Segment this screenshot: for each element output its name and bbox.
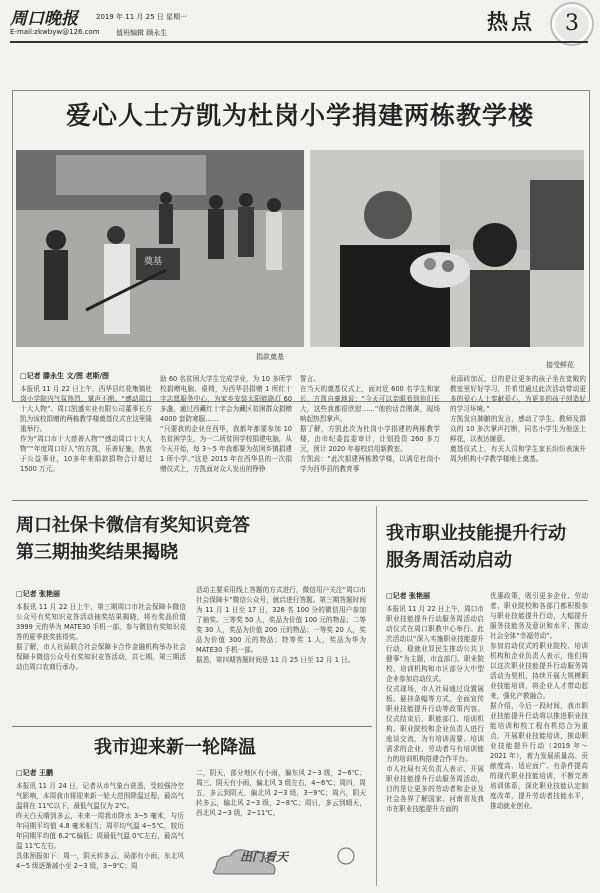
skills-article-byline: □记者 张艳丽 (386, 592, 431, 600)
lead-column-1: 本报讯 11 月 22 日上午，西华县红花集镇杜岗小学院内气氛热烈，掌声不断。“感动周口十大人物”、周口凯盛实业有限公司董事长方凯为该校捐赠的两栋教学楼奠基仪式在这里隆重举行。 作为“周口市十大慈善人物”“感动周口十大人物”“年度周口好人”的方凯，乐善好施，热衷于公益事业，10多年来捐款捐物合计超过 1500 万元。 (20, 385, 152, 473)
masthead-editors: 值班编辑 顾永生 (116, 29, 168, 37)
weather-article-title: 我市迎来新一轮降温 (94, 737, 256, 758)
stone-sign-text: 奠基 (144, 257, 163, 267)
photo-groundbreaking (16, 150, 304, 347)
photo-right-caption: 接受鲜花 (546, 361, 574, 369)
weather-article-byline: □记者 王鹏 (16, 769, 54, 777)
quiz-article-title-line1: 周口社保卡微信有奖知识竞答 (16, 515, 250, 536)
photo-flowers (310, 150, 584, 347)
weather-article-column-1: 本报讯 11 月 24 日，记者从市气象台获悉，受较强冷空气影响，本周我市将迎来新一轮大范围降温过程，最高气温将在 11℃以下，最低气温仅为 2℃。 昨天白天晴到多云，未来一周我市降水 3~5 毫米，与历年同期平均值 4.8 毫米相当；周平均气温 4~5℃，较历年同期平均值 6.2℃偏低；周最低气温 0℃左右，最高气温 11℃左右。 具体预报如下：周一，阴天转多云，局部有小雨，东北风 4~5 级逐渐减小至 2~3 级，3~9℃；周 (16, 782, 184, 870)
quiz-article-column-1: 本报讯 11 月 22 日上午，第三期周口市社会保障卡微信公众号有奖知识竞答活动抽奖结果揭晓，将有奖品价值 3999 元的华为 MATE30 手机一部，参与微信有奖知识竞答的夏季获奖获得奖。 据了解，市人社局联合社会保障卡合作金融机构举办社会保障卡微信公众号有奖知识竞答活动，共七期，第三期活动由周口农商行承办。 (16, 603, 186, 671)
skills-article-column-1: 本报讯 11 月 22 日上午，周口市职业技能提升行动服务周活动启动仪式在周口职教中心举行。此次活动以“深入实施职业技能提升行动，稳就业显民生推动公共卫健事”为主题，市直部门、职业院校、培训机构和市区部分大中型企业参加启动仪式。 仪式现场，市人社局通过设置展板、悬挂条幅等方式，全面宣传职业技能提升行动等政策内容。仪式结束后，职能部门、培训机构、职业院校和企业负责人进行座谈交流，为有培训需要、培训需求的企业、劳动者与有培训能力的培训机构搭建合作平台。 市人社局有关负责人表示，开展职业技能提升行动服务周活动，目的是让更多的劳动者和企业及社会各界了解国家、河南省及我市在职业技能提升方面的 (386, 605, 484, 813)
skills-article-title-line1: 我市职业技能提升行动 (386, 523, 566, 544)
lead-headline: 爱心人士方凯为杜岗小学捐建两栋教学楼 (65, 101, 534, 130)
lead-byline: □记者 滕永生 文/图 老斯/图 (20, 372, 110, 380)
weather-divider (12, 726, 372, 727)
masthead-email: E-mail:zkwbyw@126.com (10, 28, 100, 36)
quiz-article-column-2: 活动主要采用线上答题的方式进行，微信用户关注“周口市社会保障卡”微信公众号，就启进行答题。第三期答题时间为 11 月 1 日至 17 日，326 名 100 分的微信用户参加了抽奖。三等奖 50 人，奖品为价值 100 元的物品；二等奖 30 人，奖品为价值 200 元的物品；一等奖 20 人，奖品为价值 300 元的物品；特等奖 1 人，奖品为华为 MATE30 手机一部。 据悉，第四期答题时间是 11 月 25 日至 12 月 1 日。 (196, 586, 366, 664)
section-divider (12, 500, 588, 501)
lead-column-3: 誓言。 在当天的奠基仪式上，面对近 600 名学生和家长，方凯自豪地说：“今天可以亲眼看到你们长大，这些我都很欣慰……”他的话音刚落，现场响起热烈掌声。 据了解，方凯此次为杜岗小学捐建的两栋教学楼，由市纪委监委审计，计划投资 260 多万元，预计 2020 年春校启用新教室。 方凯说：“此次捐建两栋教学楼，以满足杜岗小学为西华县的教育事 (300, 375, 440, 473)
quiz-article-byline: □记者 张艳丽 (16, 590, 61, 598)
quiz-article-title-line2: 第三期抽奖结果揭晓 (16, 542, 178, 563)
lead-column-2: 助 60 名贫困大学生完成学业，为 10 多所学校捐赠电脑、桌椅，为西华县捐赠 1 所红十字志愿服务中心，为家乡安装太阳能路灯 60 多盏，通过西藏红十字会为藏区贫困群众捐赠 4000 套防寒服…… “只要我的企业在西华，我都年都要参加 10 名贫困学生，为一二所贫困学校捐建电脑，从今天开始，每 3～5 年我都要为贫困乡镇捐建 1 所小学。”这是 2015 年在西华县的一次捐赠仪式上，方凯面对众人发出的铮铮 (160, 375, 292, 473)
lead-column-4: 业添砖加瓦，目的是让更多的孩子坐在宽敞的教室里好好学习，并希望通过此次活动带动更多的爱心人士奉献爱心，为更多的孩子创造好的学习环境。” 方凯发自肺腑的发言，感动了学生、教师及群众的 10 多次掌声打断，同名小学生为他送上鲜花，以表达谢意。 奠基仪式上，有关人员和学生家长纷纷表演升周为机构小学教学楼地上奠基。 (450, 375, 586, 463)
article-divider-vertical (376, 506, 377, 886)
photo-flowers-illustration (310, 150, 584, 347)
masthead-divider (10, 41, 588, 43)
newspaper-logo: 周口晚报 (10, 9, 78, 29)
weather-banner-illustration (196, 838, 366, 883)
photo-groundbreaking-illustration (16, 150, 304, 347)
skills-article-title-line2: 服务周活动启动 (386, 550, 512, 571)
photo-left-caption: 捐款奠基 (256, 353, 284, 361)
page-number-badge: 3 (552, 4, 592, 44)
skills-article-column-2: 优惠政策，吸引更多企业、劳动者、职业院校和各部门都积极参与职业技能提升行动，大幅提升服务技能务及意识和水平，推动社会全体“幸福劳动”。 参加启动仪式的职业院校、培训机构和企业负责人表示，他们将以这次职业技能提升行动服务周活动为契机，持续开展大规模职业技能培训，将企业人才带动起来，强化产教融合。 据介绍，今后一段时间，我市职业技能提升行动将以推进职业技能培训和校工程有机结合为重点，开展职业技能培训，推动职业技能提升行动（2019 年～2021 年），着力发展质量高、贡献度高、适应面广、有条件提高的现代职业技能培训，不断完善培训体系，深化职业技能认定制度改革，提升劳动者技能水平，推动就业创业。 (490, 592, 588, 810)
weather-article-column-2: 二，阴天，部分地区有小雨，偏东风 2~3 级，2~6℃；周三，阴天有小雨，偏北风 3 级左右，4~6℃；周四，周五，多云到阴天，偏北风 2~3 级，3~9℃；周六，阴天转多云，偏北风 2~3 级，2~8℃；周日，多云到晴天，西北风 2~3 级，2~11℃。 (196, 769, 366, 817)
weather-banner-text: 出门看天 (240, 850, 289, 864)
section-title: 热点 (487, 9, 535, 34)
masthead-date: 2019 年 11 月 25 日 星期一 (96, 13, 187, 21)
